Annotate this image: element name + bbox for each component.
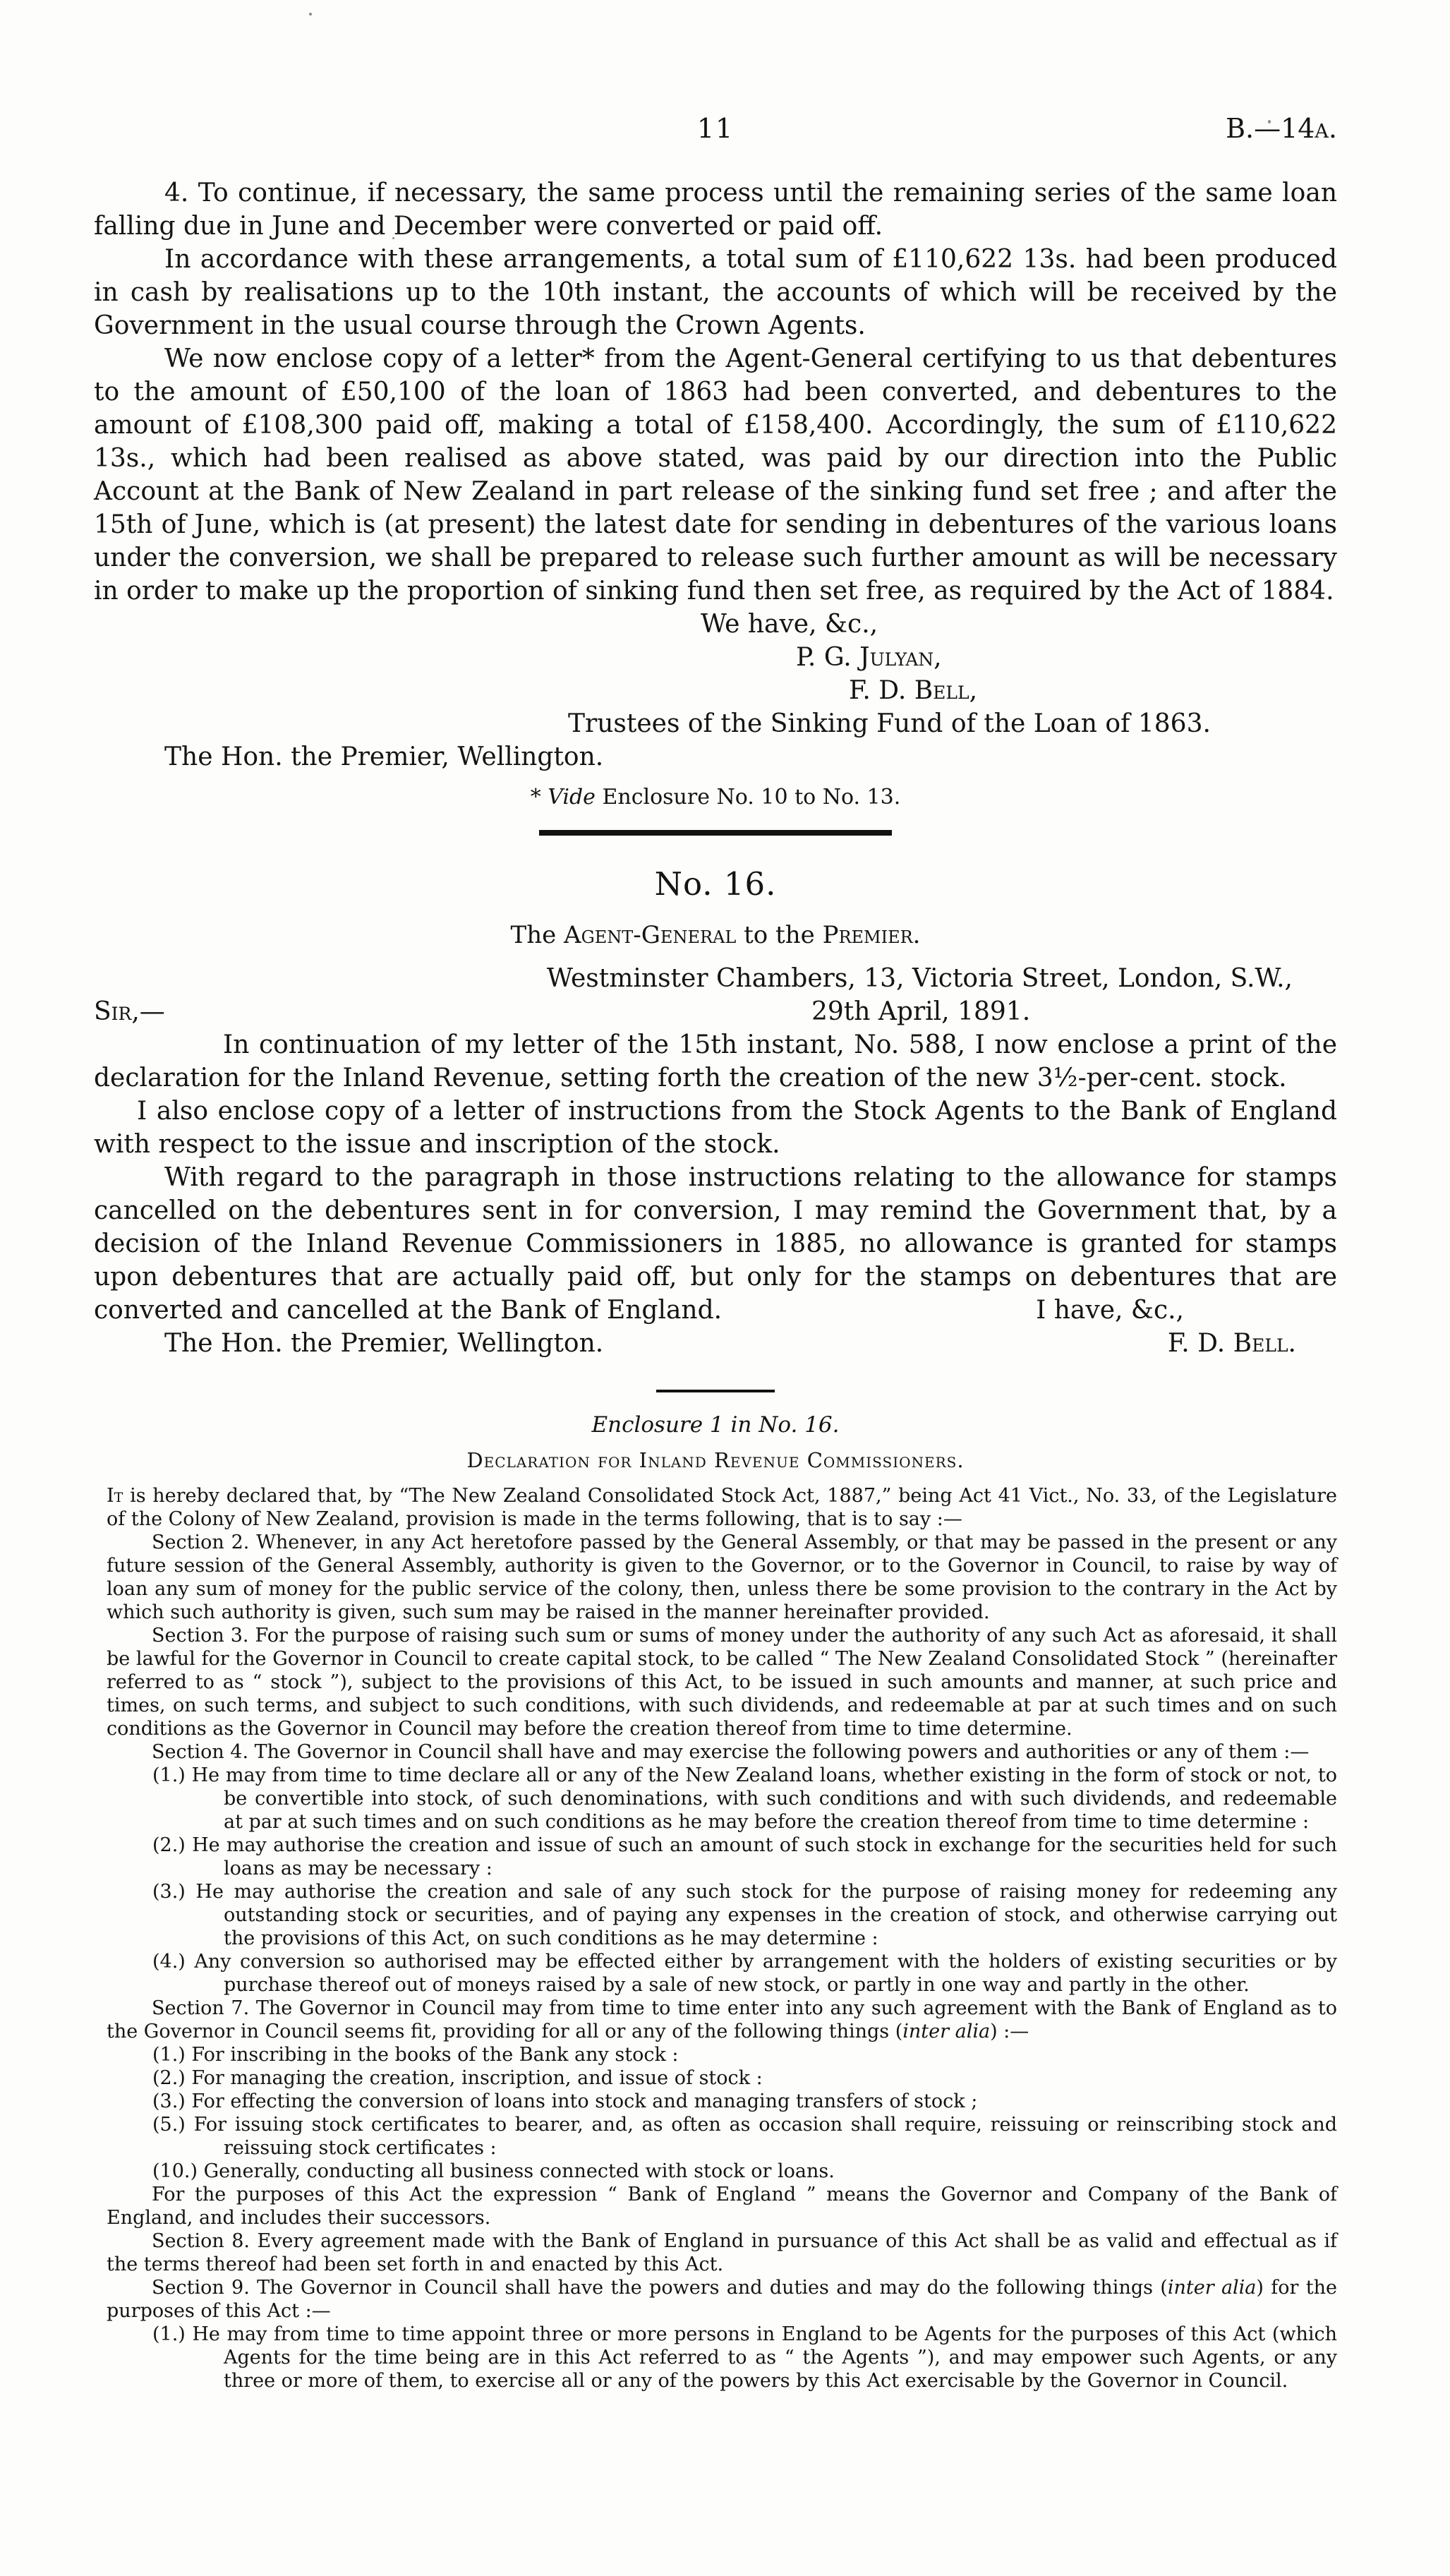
- section-paragraph: Section 2. Whenever, in any Act heretofore passed by the General Assembly, or that may be passed in the present or any future session of the General Assembly, authority is given to the Governor, or to the Governor in Council, to raise by way of loan any sum of money for the public service of the colony, then, unless there be some provision to the contrary in the Act by which such authority is given, such sum may be raised in the manner hereinafter provided.: [107, 1531, 1337, 1623]
- footnote-text: Enclosure No. 10 to No. 13.: [595, 785, 901, 809]
- date-line: 29th April, 1891.: [811, 997, 1031, 1026]
- declaration-intro: [107, 1484, 1337, 1531]
- inter-alia: inter alia: [902, 2021, 991, 2042]
- clause-item: (2.) For managing the creation, inscription, and issue of stock :: [152, 2067, 763, 2089]
- addressee-signature-row: [94, 1327, 1337, 1360]
- inter-alia: inter alia: [1167, 2277, 1257, 2299]
- parties-premier: Premier.: [822, 921, 921, 949]
- intro-text: is hereby declared that, by “The New Zealand Consolidated Stock Act, 1887,” being Act 41 Vict., No. 33, of the Legislature of the Colony of New Zealand, provision is made in the terms following, that is to say :—: [107, 1485, 1337, 1530]
- section-text: ) for the purposes of this Act :—: [107, 2277, 1337, 2322]
- clause-item: (3.) He may authorise the creation and sale of any such stock for the purpose of raising money for redeeming any outstanding stock or securities, and of paying any expenses in the creation of stock, and otherwise carrying out the provisions of this Act, on such conditions as he may determine :: [152, 1881, 1337, 1949]
- clause-item: (1.) For inscribing in the books of the Bank any stock :: [152, 2044, 679, 2066]
- parties-heading: [94, 920, 1337, 951]
- paragraph: I also enclose copy of a letter of instructions from the Stock Agents to the Bank of England with respect to the issue and inscription of the stock.: [94, 1097, 1337, 1159]
- clause-item: (3.) For effecting the conversion of loans into stock and managing transfers of stock ;: [152, 2090, 978, 2112]
- letter-15-continuation: [94, 176, 1337, 812]
- footnote-vide: Vide: [548, 785, 596, 809]
- page-content: [94, 113, 1337, 2393]
- enclosure-heading: Declaration for Inland Revenue Commissioners.: [466, 1448, 965, 1472]
- paragraph: 4. To continue, if necessary, the same process until the remaining series of the same loan falling due in June and December were converted or paid off.: [94, 179, 1337, 241]
- page-number: 11: [696, 113, 735, 144]
- section-paragraph: Section 8. Every agreement made with the Bank of England in pursuance of this Act shall be as valid and effectual as if the terms thereof had been set forth in and enacted by this Act.: [107, 2230, 1337, 2275]
- scan-speck: [309, 13, 312, 16]
- section-paragraph: [107, 1997, 1337, 2043]
- enclosure-1: [94, 1411, 1337, 2393]
- page-header: [94, 113, 1337, 157]
- clause-item: (1.) He may from time to time appoint three or more persons in England to be Agents for the purposes of this Act (which Agents for the time being are in this Act referred to as “ the Agents ”), and may empower such Agents, or any three or more of them, to exercise all or any of the powers by this Act exercisable by the Governor in Council.: [152, 2323, 1337, 2392]
- addressee-line: The Hon. the Premier, Wellington.: [164, 742, 604, 771]
- signature-role: Trustees of the Sinking Fund of the Loan of 1863.: [568, 709, 1211, 738]
- clause-item: (10.) Generally, conducting all business connected with stock or loans.: [152, 2160, 835, 2182]
- clause-item: (4.) Any conversion so authorised may be effected either by arrangement with the holders of existing securities or by purchase thereof out of moneys raised by a sale of new stock, or partly in one way and partly in the other.: [152, 1951, 1337, 1996]
- paragraph: In continuation of my letter of the 15th instant, No. 588, I now enclose a print of the declaration for the Inland Revenue, setting forth the creation of the new 3½-per-cent. stock.: [94, 1030, 1337, 1093]
- salutation-date-row: [94, 995, 1337, 1028]
- section-text: ) :—: [990, 2021, 1029, 2042]
- docket-number: [1226, 113, 1337, 144]
- address-line: Westminster Chambers, 13, Victoria Street, London, S.W.,: [546, 964, 1293, 993]
- salutation: Sir,—: [94, 997, 165, 1026]
- section-paragraph: Section 4. The Governor in Council shall have and may exercise the following powers and authorities or any of them :—: [152, 1741, 1310, 1763]
- paragraph-text: With regard to the paragraph in those instructions relating to the allowance for stamps cancelled on the debentures sent in for conversion, I may remind the Government that, by a decision of the Inland Revenue Commissioners in 1885, no allowance is granted for stamps upon debentures that are actually paid off, but only for the stamps on debentures that are converted and cancelled at the Bank of England.: [94, 1163, 1337, 1325]
- section-paragraph: Section 3. For the purpose of raising such sum or sums of money under the authority of any such Act as aforesaid, it shall be lawful for the Governor in Council to create capital stock, to be called “ The New Zealand Consolidated Stock ” (hereinafter referred to as “ stock ”), subject to the provisions of this Act, to be issued in such amounts and manner, at such price and times, on such terms, and subject to such conditions, with such dividends, and redeemable at par at such times and on such conditions as the Governor in Council may before the creation thereof from time to time determine.: [107, 1625, 1337, 1740]
- section-text: Section 7. The Governor in Council may from time to time enter into any such agreement with the Bank of England as to the Governor in Council seems fit, providing for all or any of the following things (: [107, 1997, 1337, 2042]
- parties-text: to the: [736, 921, 823, 949]
- signature-name: F. D. Bell,: [849, 676, 978, 705]
- divider-rule-thin: [656, 1390, 775, 1392]
- section-paragraph: [107, 2276, 1337, 2323]
- footnote-marker: *: [530, 785, 548, 809]
- docket-suffix: a.: [1315, 113, 1337, 144]
- paragraph: [94, 1161, 1337, 1327]
- paragraph: In accordance with these arrangements, a total sum of £110,622 13s. had been produced in cash by realisations up to the 10th instant, the accounts of which will be received by the Government in the usual course through the Crown Agents.: [94, 245, 1337, 340]
- clause-item: (5.) For issuing stock certificates to bearer, and, as often as occasion shall require, reissuing or reinscribing stock and reissuing stock certificates :: [152, 2114, 1337, 2159]
- section-text: Section 9. The Governor in Council shall have the powers and duties and may do the following things (: [152, 2277, 1168, 2299]
- divider-rule-thick: [539, 830, 892, 836]
- signature-name: F. D. Bell.: [1167, 1329, 1296, 1358]
- enclosure-title: Enclosure 1 in No. 16.: [591, 1412, 840, 1438]
- letter-number-heading: No. 16.: [654, 865, 777, 903]
- intro-first-word: It: [107, 1485, 123, 1507]
- addressee-line: The Hon. the Premier, Wellington.: [164, 1329, 604, 1358]
- section-7-clauses: [107, 2043, 1337, 2183]
- letter-16: [94, 865, 1337, 1360]
- section-4-clauses: [107, 1764, 1337, 1997]
- parties-agent-general: Agent-General: [564, 921, 737, 949]
- signature-name: P. G. Julyan,: [796, 643, 942, 672]
- clause-item: (2.) He may authorise the creation and issue of such an amount of such stock in exchange for the securities held for such loans as may be necessary :: [152, 1834, 1337, 1879]
- valediction: I have, &c.,: [1036, 1296, 1184, 1325]
- valediction: We have, &c.,: [701, 610, 878, 639]
- bank-definition-paragraph: For the purposes of this Act the expression “ Bank of England ” means the Governor and Company of the Bank of England, and includes their successors.: [107, 2184, 1337, 2229]
- section-9-clauses: [107, 2323, 1337, 2393]
- paragraph: We now enclose copy of a letter* from the Agent-General certifying to us that debentures to the amount of £50,100 of the loan of 1863 had been converted, and debentures to the amount of £108,300 paid off, making a total of £158,400. Accordingly, the sum of £110,622 13s., which had been realised as above stated, was paid by our direction into the Public Account at the Bank of New Zealand in part release of the sinking fund set free ; and after the 15th of June, which is (at present) the latest date for sending in debentures of the various loans under the conversion, we shall be prepared to release such further amount as will be necessary in order to make up the proportion of sinking fund then set free, as required by the Act of 1884.: [94, 344, 1337, 606]
- docket-prefix: B.—14: [1226, 113, 1315, 144]
- clause-item: (1.) He may from time to time declare all or any of the New Zealand loans, whether existing in the form of stock or not, to be convertible into stock, of such denominations, with such conditions and with such dividends, and redeemable at par at such times and on such conditions as he may before the creation thereof from time to time determine :: [152, 1764, 1337, 1833]
- footnote: [94, 783, 1337, 812]
- declaration-body: [94, 1484, 1337, 2393]
- parties-text: The: [510, 921, 564, 949]
